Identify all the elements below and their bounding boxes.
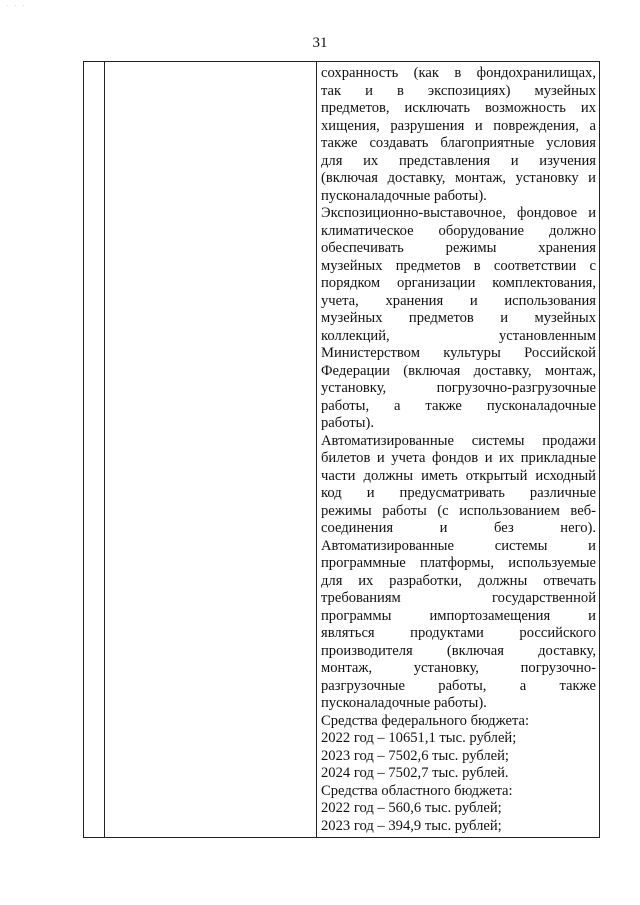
cell-text-line: режимы работы (с использованием веб- — [321, 502, 596, 519]
cell-text-line: так и в экспозициях) музейных — [321, 82, 596, 99]
cell-text-line: учета, хранения и использования — [321, 292, 596, 309]
cell-text-line: 2023 год – 7502,6 тыс. рублей; — [321, 747, 509, 764]
cell-text-line: 2023 год – 394,9 тыс. рублей; — [321, 817, 502, 834]
cell-text-line: Министерством культуры Российской — [321, 345, 596, 361]
column-divider-2 — [316, 62, 317, 837]
cell-text-line: для их представления и изучения — [321, 152, 596, 169]
cell-text-line: климатическое оборудование должно — [321, 222, 596, 239]
cell-text-line: сохранность (как в фондохранилищах, — [321, 65, 596, 81]
cell-text-line: требованиям государственной — [321, 590, 596, 606]
document-table — [83, 61, 600, 838]
cell-text-line: 2022 год – 10651,1 тыс. рублей; — [321, 730, 517, 746]
cell-text-line: разгрузочные работы, а также — [321, 677, 596, 694]
cell-text-line: Средства федерального бюджета: — [321, 712, 530, 729]
cell-text-line: (включая доставку, монтаж, установку и — [321, 170, 596, 186]
cell-text-line: коллекций, установленным — [321, 327, 596, 344]
cell-text-line: Средства областного бюджета: — [321, 782, 513, 799]
cell-text-line: части должны иметь открытый исходный — [321, 467, 596, 484]
cell-text-line: пусконаладочные работы). — [321, 695, 487, 711]
cell-text-line: код и предусматривать различные — [321, 485, 596, 501]
cell-text-line: 2022 год – 560,6 тыс. рублей; — [321, 800, 502, 816]
cell-text-line: пусконаладочные работы). — [321, 187, 487, 204]
cell-text-line: соединения и без него). — [321, 520, 596, 536]
cell-text-line: билетов и учета фондов и их прикладные — [321, 450, 596, 466]
cell-text-line: Автоматизированные системы и — [321, 537, 596, 554]
cell-text-line: программные платформы, используемые — [321, 555, 596, 571]
cell-text-line: производителя (включая доставку, — [321, 642, 596, 659]
cell-text-line: программы импортозамещения и — [321, 607, 596, 624]
cell-text-line: Автоматизированные системы продажи — [321, 432, 596, 449]
cell-text-line: Федерации (включая доставку, монтаж, — [321, 362, 596, 379]
column-divider-1 — [104, 62, 105, 837]
cell-text-line: работы, а также пусконаладочные — [321, 397, 596, 414]
page-number: 31 — [312, 35, 328, 51]
cell-text-line: музейных предметов в соответствии с — [321, 257, 596, 274]
cell-text-line: хищения, разрушения и повреждения, а — [321, 117, 596, 134]
cell-text-line: обеспечивать режимы хранения — [321, 240, 596, 256]
cell-text-line: монтаж, установку, погрузочно- — [321, 660, 596, 676]
cell-text-line: установку, погрузочно-разгрузочные — [321, 380, 596, 396]
scan-artifact: · · · — [6, 2, 27, 10]
cell-text-line: работы). — [321, 415, 374, 431]
cell-text-line: порядком организации комплектования, — [321, 275, 596, 291]
table-cell-description — [321, 65, 596, 835]
cell-text-line: музейных предметов и музейных — [321, 310, 596, 326]
cell-text-line: для их разработки, должны отвечать — [321, 572, 596, 589]
cell-text-line: являться продуктами российского — [321, 625, 596, 641]
cell-text-line: предметов, исключать возможность их — [321, 100, 596, 116]
cell-text-line: Экспозиционно-выставочное, фондовое и — [321, 205, 596, 221]
cell-text-line: 2024 год – 7502,7 тыс. рублей. — [321, 765, 509, 781]
cell-text-line: также создавать благоприятные условия — [321, 135, 596, 151]
